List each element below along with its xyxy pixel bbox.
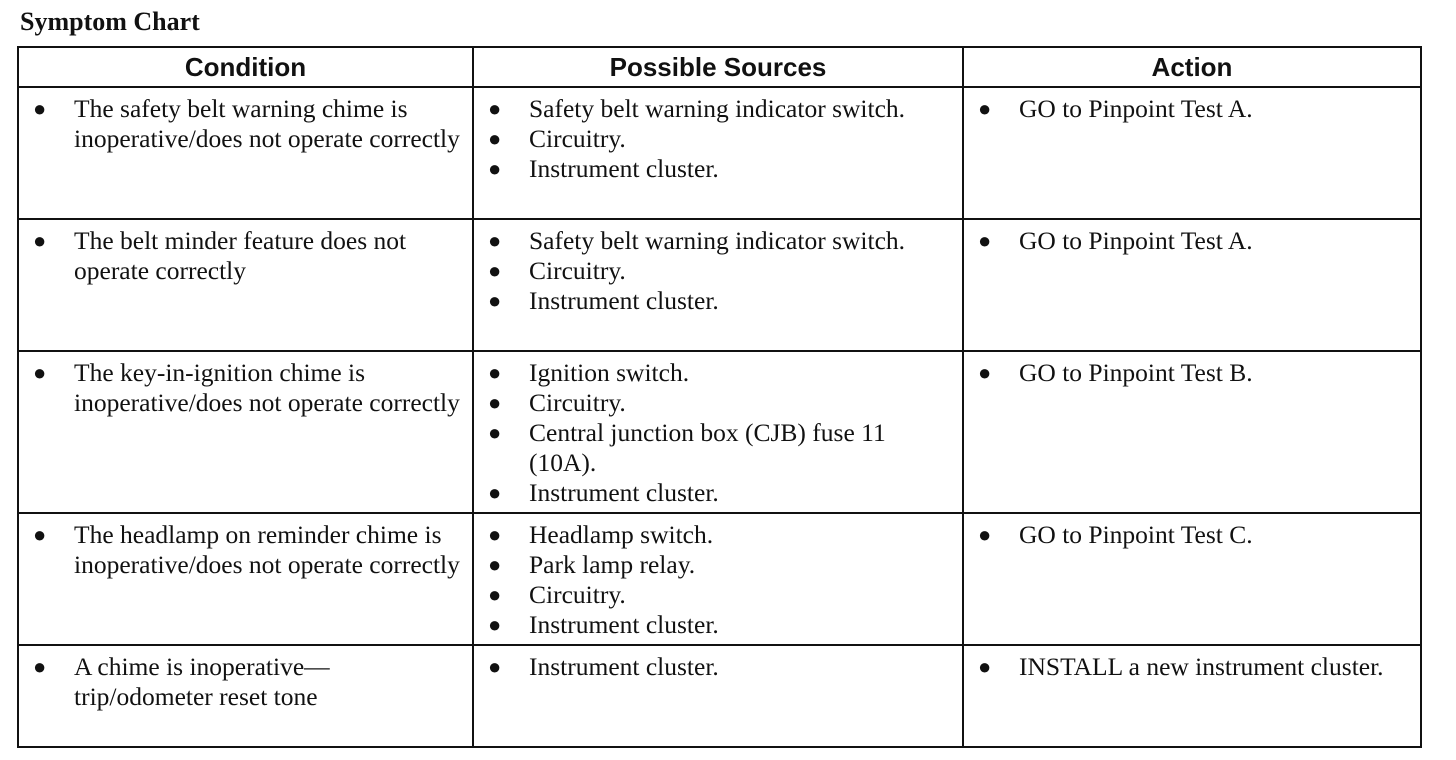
action-text: GO to Pinpoint Test A. xyxy=(1019,226,1253,255)
list-item xyxy=(474,286,952,316)
condition-text: The safety belt warning chime is inoperative/does not operate correctly xyxy=(74,94,460,153)
list-item xyxy=(19,226,462,286)
list-item xyxy=(474,94,952,124)
list-item xyxy=(474,520,952,550)
list-item xyxy=(474,388,952,418)
table-row xyxy=(18,351,1421,513)
source-text: Circuitry. xyxy=(529,124,626,153)
action-cell xyxy=(963,87,1421,219)
bullet-icon: ● xyxy=(488,654,502,679)
list-item xyxy=(474,226,952,256)
condition-text: A chime is inoperative—trip/odometer reset tone xyxy=(74,652,330,711)
source-text: Ignition switch. xyxy=(529,358,690,387)
list-item xyxy=(19,652,462,712)
list-item xyxy=(19,520,462,580)
table-header-row xyxy=(18,47,1421,87)
sources-cell xyxy=(473,351,963,513)
table-row xyxy=(18,513,1421,645)
condition-cell xyxy=(18,87,473,219)
bullet-icon: ● xyxy=(488,360,502,385)
source-text: Park lamp relay. xyxy=(529,550,696,579)
column-header-action: Action xyxy=(963,47,1421,87)
condition-cell xyxy=(18,645,473,747)
bullet-icon: ● xyxy=(33,228,47,253)
bullet-icon: ● xyxy=(33,654,47,679)
condition-cell xyxy=(18,513,473,645)
bullet-icon: ● xyxy=(33,522,47,547)
bullet-icon: ● xyxy=(978,228,992,253)
bullet-icon: ● xyxy=(488,126,502,151)
bullet-icon: ● xyxy=(978,360,992,385)
list-item xyxy=(19,358,462,418)
list-item xyxy=(964,94,1410,124)
bullet-icon: ● xyxy=(488,156,502,181)
bullet-icon: ● xyxy=(488,288,502,313)
list-item xyxy=(474,550,952,580)
list-item xyxy=(474,124,952,154)
source-text: Instrument cluster. xyxy=(529,154,719,183)
source-text: Instrument cluster. xyxy=(529,610,719,639)
table-row xyxy=(18,645,1421,747)
bullet-icon: ● xyxy=(488,522,502,547)
source-text: Safety belt warning indicator switch. xyxy=(529,226,906,255)
source-text: Instrument cluster. xyxy=(529,286,719,315)
condition-text: The key-in-ignition chime is inoperative/does not operate correctly xyxy=(74,358,460,417)
action-text: GO to Pinpoint Test A. xyxy=(1019,94,1253,123)
source-text: Safety belt warning indicator switch. xyxy=(529,94,906,123)
source-text: Instrument cluster. xyxy=(529,478,719,507)
symptom-table xyxy=(17,46,1422,748)
list-item xyxy=(474,652,952,682)
list-item xyxy=(474,580,952,610)
list-item xyxy=(964,652,1410,682)
action-cell xyxy=(963,219,1421,351)
source-text: Circuitry. xyxy=(529,580,626,609)
condition-text: The headlamp on reminder chime is inoperative/does not operate correctly xyxy=(74,520,460,579)
source-text: Headlamp switch. xyxy=(529,520,714,549)
list-item xyxy=(964,520,1410,550)
column-header-condition: Condition xyxy=(18,47,473,87)
bullet-icon: ● xyxy=(33,96,47,121)
list-item xyxy=(474,610,952,640)
condition-text: The belt minder feature does not operate correctly xyxy=(74,226,407,285)
action-text: GO to Pinpoint Test B. xyxy=(1019,358,1253,387)
source-text: Central junction box (CJB) fuse 11 (10A). xyxy=(529,418,886,477)
list-item xyxy=(964,358,1410,388)
source-text: Instrument cluster. xyxy=(529,652,719,681)
bullet-icon: ● xyxy=(488,582,502,607)
bullet-icon: ● xyxy=(488,420,502,445)
action-cell xyxy=(963,645,1421,747)
list-item xyxy=(964,226,1410,256)
table-row xyxy=(18,87,1421,219)
action-cell xyxy=(963,351,1421,513)
source-text: Circuitry. xyxy=(529,256,626,285)
list-item xyxy=(474,154,952,184)
list-item xyxy=(19,94,462,154)
column-header-sources: Possible Sources xyxy=(473,47,963,87)
bullet-icon: ● xyxy=(488,612,502,637)
condition-cell xyxy=(18,351,473,513)
bullet-icon: ● xyxy=(33,360,47,385)
sources-cell xyxy=(473,645,963,747)
sources-cell xyxy=(473,219,963,351)
action-cell xyxy=(963,513,1421,645)
bullet-icon: ● xyxy=(488,228,502,253)
source-text: Circuitry. xyxy=(529,388,626,417)
list-item xyxy=(474,478,952,508)
bullet-icon: ● xyxy=(488,96,502,121)
sources-cell xyxy=(473,87,963,219)
list-item xyxy=(474,256,952,286)
bullet-icon: ● xyxy=(488,480,502,505)
action-text: GO to Pinpoint Test C. xyxy=(1019,520,1253,549)
bullet-icon: ● xyxy=(978,522,992,547)
bullet-icon: ● xyxy=(488,258,502,283)
action-text: INSTALL a new instrument cluster. xyxy=(1019,652,1384,681)
page-title: Symptom Chart xyxy=(20,7,200,36)
bullet-icon: ● xyxy=(978,654,992,679)
list-item xyxy=(474,358,952,388)
bullet-icon: ● xyxy=(978,96,992,121)
table-row xyxy=(18,219,1421,351)
bullet-icon: ● xyxy=(488,552,502,577)
sources-cell xyxy=(473,513,963,645)
bullet-icon: ● xyxy=(488,390,502,415)
condition-cell xyxy=(18,219,473,351)
list-item xyxy=(474,418,952,478)
